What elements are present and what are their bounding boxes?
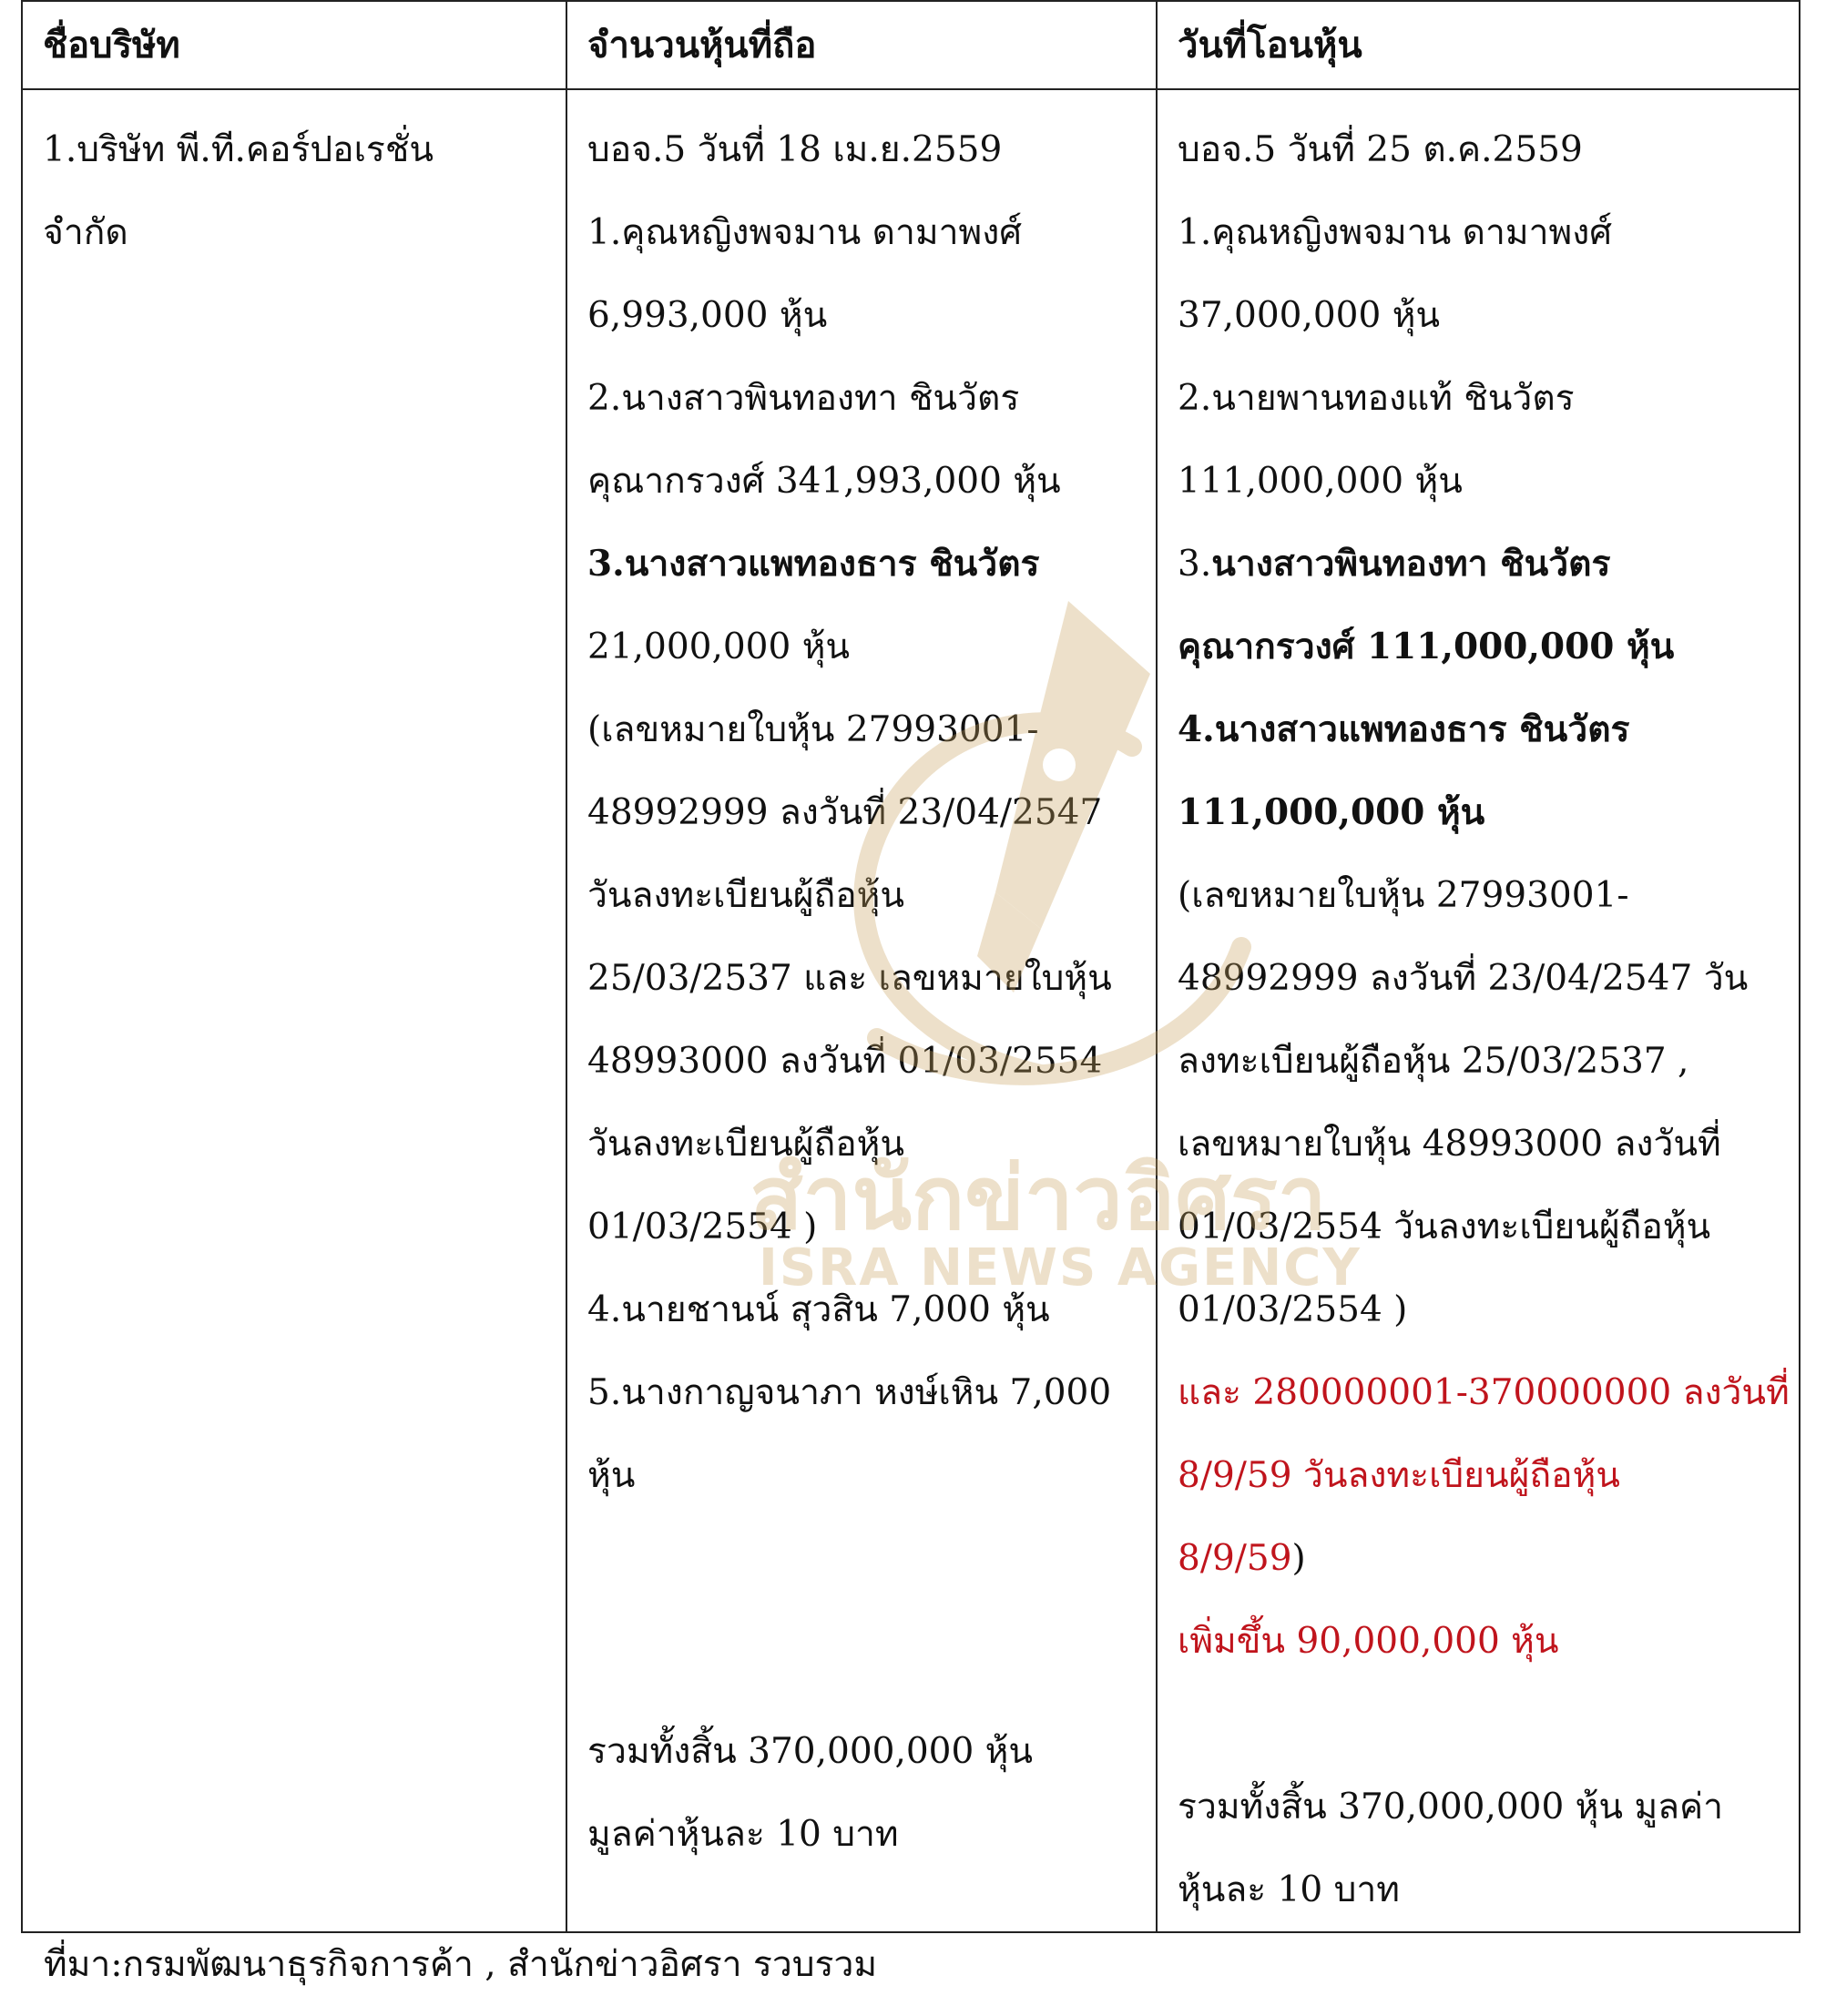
header-transfer-date: วันที่โอนหุ้น [1157, 1, 1800, 89]
header-shares-held: จำนวนหุ้นที่ถือ [566, 1, 1157, 89]
shares-held-line: (เลขหมายใบหุ้น 27993001- [587, 709, 1039, 750]
transfer-increase-line: เพิ่มขึ้น 90,000,000 หุ้น [1178, 1621, 1559, 1662]
shares-held-line: 5.นางกาญจนาภา หงษ์เหิน 7,000 [587, 1372, 1112, 1413]
shares-held-total-line: รวมทั้งสิ้น 370,000,000 หุ้น [587, 1731, 1034, 1772]
transfer-line: 01/03/2554 วันลงทะเบียนผู้ถือหุ้น [1178, 1207, 1711, 1247]
transfer-line: เลขหมายใบหุ้น 48993000 ลงวันที่ [1178, 1124, 1721, 1165]
shares-held-line: 3.นางสาวแพทองธาร ชินวัตร [587, 543, 1040, 585]
shares-held-line: วันลงทะเบียนผู้ถือหุ้น [587, 1124, 905, 1165]
transfer-highlight-date: 8/9/59 [1178, 1538, 1292, 1579]
transfer-line: (เลขหมายใบหุ้น 27993001- [1178, 875, 1629, 916]
shareholding-table [21, 0, 1800, 1933]
transfer-close-paren: ) [1291, 1538, 1306, 1579]
header-company: ชื่อบริษัท [22, 1, 566, 89]
transfer-line: 37,000,000 หุ้น [1178, 295, 1441, 336]
company-name-line: จำกัด [43, 212, 128, 253]
transfer-line: 4.นางสาวแพทองธาร ชินวัตร [1178, 708, 1630, 750]
shares-held-line: คุณากรวงศ์ 341,993,000 หุ้น [587, 461, 1061, 502]
transfer-line: 2.นายพานทองแท้ ชินวัตร [1178, 378, 1575, 419]
transfer-total-line: หุ้นละ 10 บาท [1178, 1869, 1400, 1910]
transfer-line: บอจ.5 วันที่ 25 ต.ค.2559 [1178, 129, 1583, 170]
transfer-total-line: รวมทั้งสิ้น 370,000,000 หุ้น มูลค่า [1178, 1787, 1724, 1828]
shares-held-line: 25/03/2537 และ เลขหมายใบหุ้น [587, 958, 1112, 999]
shares-held-line: 1.คุณหญิงพจมาน ดามาพงศ์ [587, 212, 1023, 253]
transfer-line: คุณากรวงศ์ 111,000,000 หุ้น [1178, 626, 1675, 667]
company-cell [22, 89, 566, 1932]
shares-held-line: 48993000 ลงวันที่ 01/03/2554 [587, 1041, 1103, 1082]
source-note: ที่มา:กรมพัฒนาธุรกิจการค้า , สำนักข่าวอิศรา รวบรวม [44, 1944, 878, 1985]
shares-held-line: 01/03/2554 ) [587, 1207, 818, 1247]
transfer-line: 111,000,000 หุ้น [1178, 791, 1485, 833]
shares-held-line: หุ้น [587, 1455, 636, 1496]
table-row [22, 89, 1800, 1932]
transfer-line: 111,000,000 หุ้น [1178, 461, 1463, 502]
transfer-line-highlight: และ 280000001-370000000 ลงวันที่ [1178, 1372, 1790, 1413]
transfer-line: ลงทะเบียนผู้ถือหุ้น 25/03/2537 , [1178, 1041, 1689, 1082]
transfer-cell [1157, 89, 1800, 1932]
shares-held-line: 48992999 ลงวันที่ 23/04/2547 [587, 792, 1103, 833]
shares-held-line: 2.นางสาวพินทองทา ชินวัตร [587, 378, 1020, 419]
shares-held-line: วันลงทะเบียนผู้ถือหุ้น [587, 875, 905, 916]
transfer-item-number: 3. [1178, 544, 1212, 585]
shares-held-line: บอจ.5 วันที่ 18 เม.ย.2559 [587, 129, 1003, 170]
shares-held-cell [566, 89, 1157, 1932]
shares-held-line: 6,993,000 หุ้น [587, 295, 828, 336]
transfer-line: 01/03/2554 ) [1178, 1289, 1408, 1330]
watermark-thai-text: สำนักข่าวอิศรา [750, 1147, 1327, 1249]
transfer-line: 48992999 ลงวันที่ 23/04/2547 วัน [1178, 958, 1749, 999]
shares-held-total-line: มูลค่าหุ้นละ 10 บาท [587, 1814, 899, 1855]
transfer-holder-name: นางสาวพินทองทา ชินวัตร [1211, 543, 1611, 585]
transfer-line [1178, 1517, 1799, 1600]
transfer-line: 1.คุณหญิงพจมาน ดามาพงศ์ [1178, 212, 1613, 253]
watermark-english-text: ISRA NEWS AGENCY [759, 1238, 1362, 1298]
company-name-line: 1.บริษัท พี.ที.คอร์ปอเรชั่น [43, 129, 434, 170]
table-header-row [22, 1, 1800, 89]
shareholding-document [21, 0, 1799, 1923]
transfer-line [1178, 523, 1799, 606]
shares-held-line: 4.นายชานน์ สุวสิน 7,000 หุ้น [587, 1289, 1050, 1330]
shares-held-line: 21,000,000 หุ้น [587, 626, 851, 667]
transfer-line-highlight: 8/9/59 วันลงทะเบียนผู้ถือหุ้น [1178, 1455, 1620, 1496]
